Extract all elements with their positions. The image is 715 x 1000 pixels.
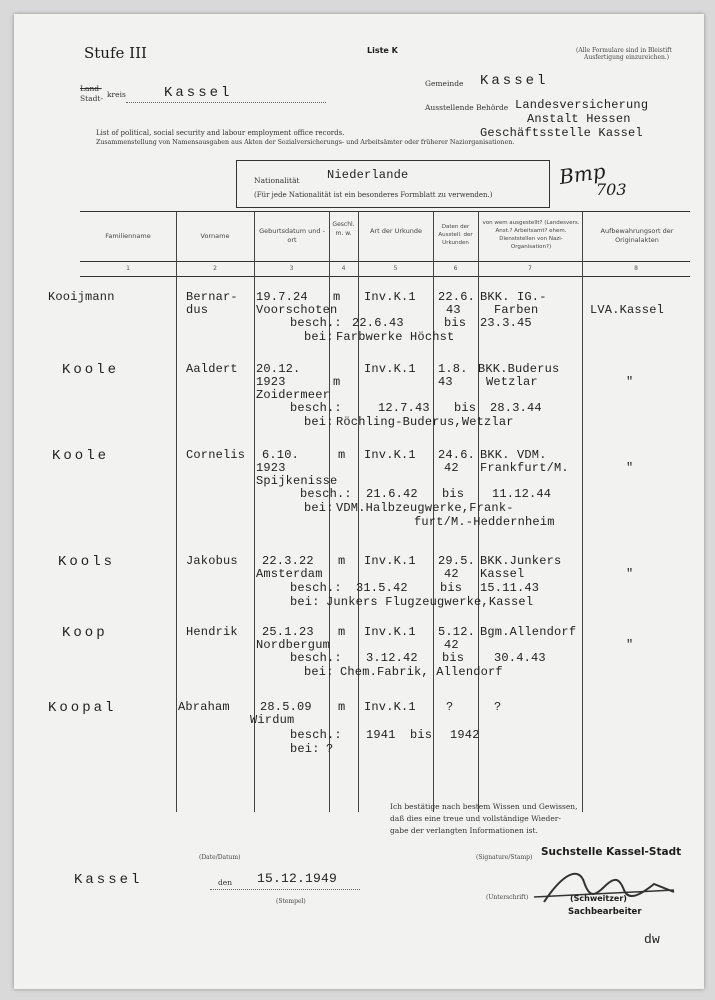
signer-role: Sachbearbeiter: [568, 907, 642, 917]
den-label: den: [218, 878, 233, 887]
sex: m: [338, 448, 346, 462]
bei-label: bei:: [290, 742, 320, 756]
confirmation-line-1: Ich bestätige nach bestem Wissen und Gewissen,: [390, 802, 578, 811]
doc-date: 22.6.: [438, 290, 476, 304]
signature-scribble: [524, 862, 684, 912]
kreis-underline: [126, 102, 326, 103]
issuer-cont: Frankfurt/M.: [480, 461, 569, 475]
liste-label: Liste K: [367, 46, 398, 55]
besch-to: 30.4.43: [494, 651, 546, 665]
table-top-rule: [80, 211, 690, 212]
gemeinde-label: Gemeinde: [425, 79, 464, 88]
bei-label: bei:: [304, 665, 334, 679]
birth-place: Nordbergum: [256, 638, 331, 652]
nationality-label: Nationalität: [254, 176, 300, 185]
confirmation-line-2: daß dies eine treue und vollständige Wieder-: [390, 814, 561, 823]
firstname: Abraham: [178, 700, 230, 714]
date-value: 15.12.1949: [257, 871, 338, 886]
birth-date: 20.12.: [256, 362, 301, 376]
place: Kassel: [74, 872, 143, 888]
birth-date: 6.10.: [262, 448, 300, 462]
besch-label: besch.:: [290, 581, 342, 595]
doc-date-year: 42: [444, 638, 459, 652]
doc-date-year: 42: [444, 567, 459, 581]
description-en: List of political, social security and labour employment office records.: [96, 129, 345, 137]
sex: m: [333, 375, 341, 389]
signer-name: (Schweitzer): [570, 894, 627, 903]
besch-to: 1942: [450, 728, 480, 742]
birth-date: 22.3.22: [262, 554, 314, 568]
form-note-1: (Alle Formulare sind in Bleistift: [576, 47, 672, 54]
besch-to: 23.3.45: [480, 316, 532, 330]
behoerde-line-2: Anstalt Hessen: [527, 112, 631, 126]
col-header-surname: Familienname: [105, 232, 151, 240]
doc-type: Inv.K.1: [364, 448, 416, 462]
storage-ditto: ": [626, 638, 634, 652]
besch-label: besch.:: [300, 487, 352, 501]
bei-value: Chem.Fabrik, Allendorf: [340, 665, 503, 679]
sex: m: [333, 290, 341, 304]
col-header-sex: Geschl. m. w.: [332, 221, 355, 237]
besch-bis: bis: [442, 487, 465, 501]
bei-value: Junkers Flugzeugwerke,Kassel: [326, 595, 534, 609]
besch-to: 28.3.44: [490, 401, 542, 415]
kreis-label: kreis: [107, 90, 126, 99]
birth-place: Zoidermeer: [256, 388, 331, 402]
storage-ditto: ": [626, 375, 634, 389]
stempel-label: (Stempel): [276, 898, 306, 905]
besch-from: 31.5.42: [356, 581, 408, 595]
doc-date-year: 43: [438, 375, 453, 389]
col-header-issuer: von wem ausgestellt? (Landesvers. Anst.? Arbeitsamt? ehem. Dienststellen von Nazi-Organisation?): [482, 220, 580, 250]
besch-label: besch.:: [290, 316, 342, 330]
issuer: BKK.Junkers: [480, 554, 562, 568]
sex: m: [338, 700, 346, 714]
besch-from: 21.6.42: [366, 487, 418, 501]
besch-to: 11.12.44: [492, 487, 552, 501]
bei-label: bei:: [290, 595, 320, 609]
besch-bis: bis: [440, 581, 463, 595]
col-num-4: 4: [341, 265, 346, 272]
table-num-rule: [80, 276, 690, 277]
stamp-title: Suchstelle Kassel-Stadt: [541, 846, 682, 858]
storage-ditto: ": [626, 461, 634, 475]
birth-place: Spijkenisse: [256, 474, 338, 488]
bei-label: bei:: [304, 501, 334, 515]
birth-place: Wirdum: [250, 713, 295, 727]
confirmation-line-3: gabe der verlangten Informationen ist.: [390, 826, 538, 835]
behoerde-line-1: Landesversicherung: [515, 98, 649, 112]
col-num-1: 1: [126, 265, 130, 272]
besch-label: besch.:: [290, 651, 342, 665]
date-label: (Date/Datum): [199, 854, 241, 861]
stadt-label: Stadt-: [80, 94, 103, 103]
doc-date-year: 42: [444, 461, 459, 475]
col-header-dates: Daten der Ausstell. der Urkunden: [438, 224, 473, 246]
birth-place: Amsterdam: [256, 567, 323, 581]
land-label: Land-: [80, 84, 102, 93]
description-de: Zusammenstellung von Namensausgaben aus Akten der Sozialversicherungs- und Arbeitsämter oder früherer Naziorganisationen.: [96, 139, 515, 146]
behoerde-label: Ausstellende Behörde: [425, 103, 509, 112]
col-divider-1: [176, 212, 177, 812]
birth-date: 19.7.24: [256, 290, 308, 304]
table-head-rule: [80, 261, 690, 262]
birth-date: 28.5.09: [260, 700, 312, 714]
surname: Koole: [52, 448, 110, 464]
col-header-doc: Art der Urkunde: [370, 227, 422, 235]
gemeinde-value: Kassel: [480, 73, 549, 89]
besch-from: 12.7.43: [378, 401, 430, 415]
birth-year: 1923: [256, 461, 286, 475]
bei-value: Farbwerke Höchst: [336, 330, 455, 344]
nationality-value: Niederlande: [327, 168, 409, 182]
besch-bis: bis: [442, 651, 465, 665]
col-num-7: 7: [528, 265, 532, 272]
doc-date: 1.8.: [438, 362, 468, 376]
doc-date: 5.12.: [438, 625, 476, 639]
firstname: Bernar-: [186, 290, 238, 304]
doc-type: Inv.K.1: [364, 290, 416, 304]
besch-from: 22.6.43: [352, 316, 404, 330]
surname: Koole: [62, 362, 120, 378]
doc-type: Inv.K.1: [364, 554, 416, 568]
firstname: Hendrik: [186, 625, 238, 639]
firstname: Cornelis: [186, 448, 246, 462]
firstname-cont: dus: [186, 303, 209, 317]
issuer: BKK.Buderus: [478, 362, 560, 376]
issuer: Bgm.Allendorf: [480, 625, 577, 639]
stufe-label: Stufe III: [84, 44, 147, 62]
sex: m: [338, 554, 346, 568]
col-num-3: 3: [289, 265, 294, 272]
bei-label: bei:: [304, 330, 334, 344]
birth-year: 1923: [256, 375, 286, 389]
birth-place: Voorschoten: [256, 303, 338, 317]
col-divider-7: [582, 212, 583, 812]
issuer-cont: Wetzlar: [486, 375, 538, 389]
doc-type: Inv.K.1: [364, 700, 416, 714]
besch-bis: bis: [454, 401, 477, 415]
surname: Koopal: [48, 700, 117, 716]
issuer: BKK. VDM.: [480, 448, 547, 462]
col-num-5: 5: [393, 265, 398, 272]
issuer: ?: [494, 700, 502, 714]
birth-date: 25.1.23: [262, 625, 314, 639]
col-header-storage: Aufbewahrungsort der Originalakten: [600, 227, 674, 244]
doc-date: ?: [446, 700, 454, 714]
besch-label: besch.:: [290, 728, 342, 742]
bei-value: Röchling-Buderus,Wetzlar: [336, 415, 514, 429]
doc-date: 29.5.: [438, 554, 476, 568]
doc-type: Inv.K.1: [364, 625, 416, 639]
form-note-2: Ausfertigung einzureichen.): [584, 54, 670, 61]
surname: Kooijmann: [48, 290, 115, 304]
handwritten-note-1: Bmp: [557, 158, 607, 190]
handwritten-note-2: 703: [596, 180, 627, 199]
bei-value: ?: [326, 742, 334, 756]
nationality-note: (Für jede Nationalität ist ein besonderes Formblatt zu verwenden.): [254, 191, 493, 199]
date-underline: [210, 889, 360, 890]
doc-type: Inv.K.1: [364, 362, 416, 376]
document-sheet: [14, 14, 704, 989]
bei-label: bei:: [304, 415, 334, 429]
col-header-birth: Geburtsdatum und -ort: [259, 227, 325, 244]
firstname: Jakobus: [186, 554, 238, 568]
behoerde-line-3: Geschäftsstelle Kassel: [480, 126, 643, 140]
bei-value: VDM.Halbzeugwerke,Frank-: [336, 501, 514, 515]
kreis-value: Kassel: [164, 85, 233, 101]
col-num-8: 8: [634, 265, 638, 272]
signature-label: (Signature/Stamp): [476, 854, 533, 861]
surname: Kools: [58, 554, 116, 570]
besch-bis: bis: [410, 728, 433, 742]
col-num-2: 2: [213, 265, 217, 272]
surname: Koop: [62, 625, 108, 641]
issuer-cont: Kassel: [480, 567, 525, 581]
unterschrift-label: (Unterschrift): [486, 894, 529, 901]
besch-bis: bis: [444, 316, 467, 330]
bei-value-cont: furt/M.-Heddernheim: [414, 515, 555, 529]
storage-ditto: ": [626, 567, 634, 581]
besch-from: 3.12.42: [366, 651, 418, 665]
doc-date-year: 43: [446, 303, 461, 317]
sex: m: [338, 625, 346, 639]
col-num-6: 6: [453, 265, 458, 272]
storage-location: LVA.Kassel: [590, 303, 665, 317]
col-header-firstname: Vorname: [200, 232, 230, 240]
issuer-cont: Farben: [494, 303, 539, 317]
besch-from: 1941: [366, 728, 396, 742]
issuer: BKK. IG.-: [480, 290, 547, 304]
besch-label: besch.:: [290, 401, 342, 415]
firstname: Aaldert: [186, 362, 238, 376]
initials: dw: [644, 932, 661, 947]
doc-date: 24.6.: [438, 448, 476, 462]
besch-to: 15.11.43: [480, 581, 540, 595]
